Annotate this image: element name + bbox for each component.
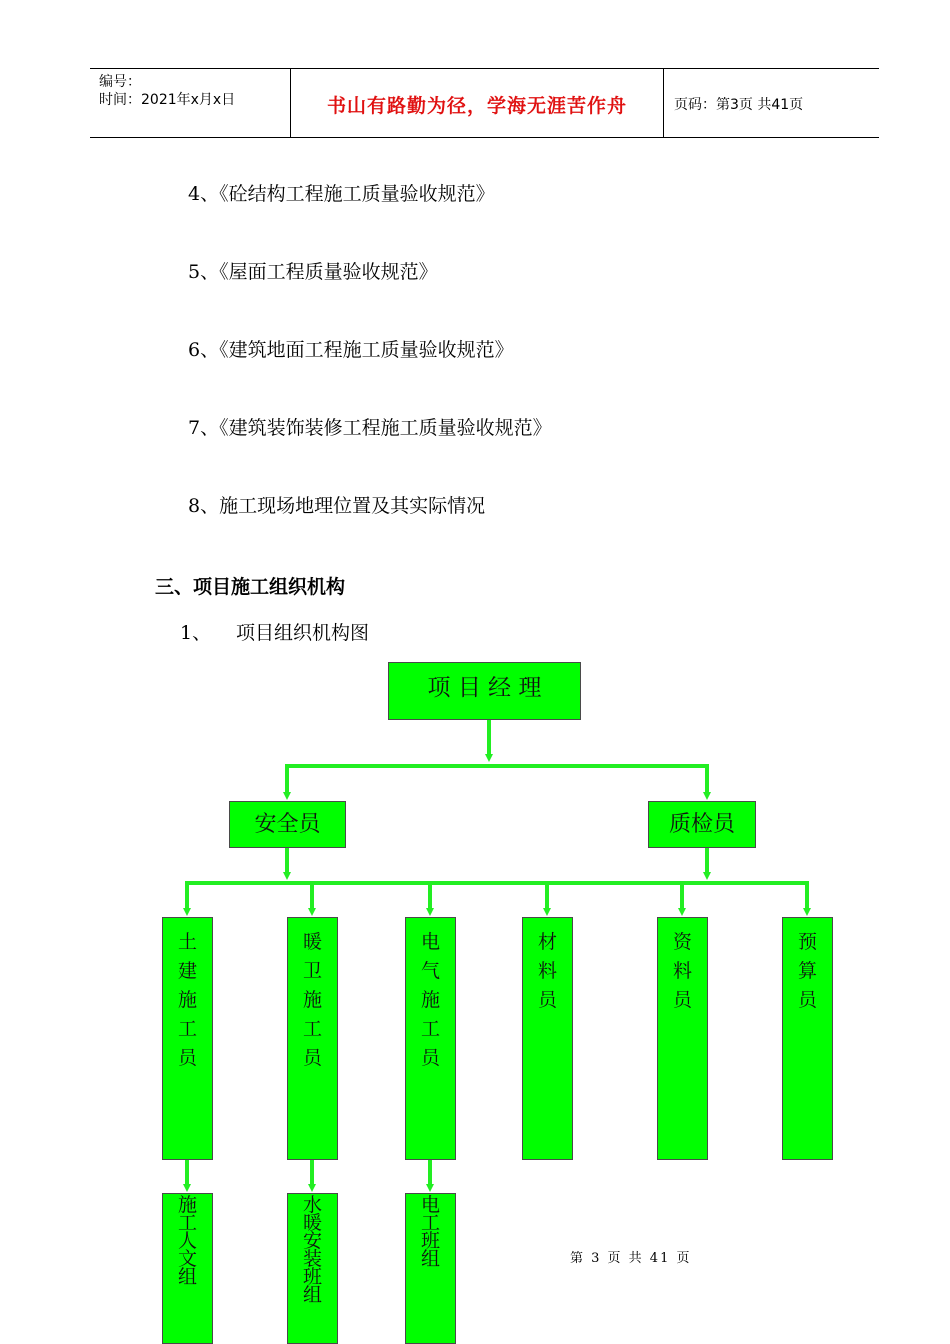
org-box-electrical-team [405,1193,456,1344]
org-box-civil-engineer [162,917,213,1160]
page-footer: 第 3 页 共 41 页 [570,1251,692,1266]
doc-number-label: 编号： [99,74,141,90]
section-title: 三、项目施工组织机构 [155,576,346,598]
org-box-material-officer [522,917,573,1160]
org-box-label: 暖卫施工员 [302,931,322,1069]
org-box-plumbing-engineer [287,917,338,1160]
org-box-civil-team [162,1193,213,1344]
doc-time-label: 时间：2021年x月x日 [99,92,236,108]
list-item: 4、《砼结构工程施工质量验收规范》 [188,183,495,205]
org-box-plumbing-team [287,1193,338,1344]
org-box-budget-officer [782,917,833,1160]
org-box-quality-inspector: 质检员 [648,801,756,848]
org-box-project-manager: 项 目 经 理 [388,662,581,720]
list-item: 6、《建筑地面工程施工质量验收规范》 [188,339,514,361]
org-box-label: 资料员 [672,931,692,1011]
org-box-label: 预算员 [797,931,817,1011]
list-item: 7、《建筑装饰装修工程施工质量验收规范》 [188,417,552,439]
subsection-number: 1、 [180,622,212,644]
org-box-label: 施工人文组 [177,1194,197,1288]
org-box-document-officer [657,917,708,1160]
org-box-label: 电工班组 [420,1194,440,1270]
list-item: 8、施工现场地理位置及其实际情况 [188,495,486,517]
org-box-label: 材料员 [537,931,557,1011]
header-motto: 书山有路勤为径，学海无涯苦作舟 [326,95,627,117]
org-box-electrical-engineer [405,917,456,1160]
org-box-label: 电气施工员 [420,931,440,1069]
list-item: 5、《屋面工程质量验收规范》 [188,261,438,283]
org-box-label: 水暖安装班组 [302,1194,322,1306]
subsection-text: 项目组织机构图 [236,622,370,644]
header-page-info: 页码：第3页 共41页 [674,97,804,113]
org-box-label: 土建施工员 [177,931,197,1069]
org-box-safety-officer: 安全员 [229,801,346,848]
